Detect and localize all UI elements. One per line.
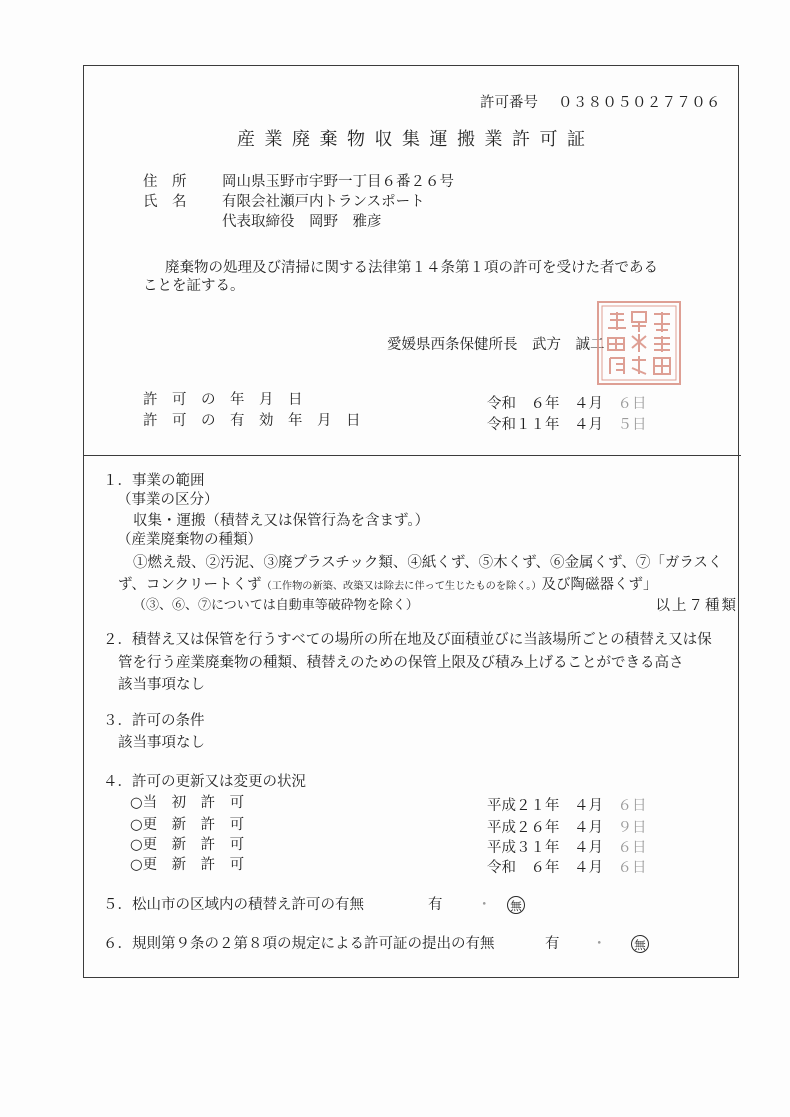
history-row-date <box>487 840 647 856</box>
waste-types-line-2-start: ず、コンクリートくず <box>118 577 262 593</box>
history-row-label: ○更 新 許 可 <box>130 817 245 833</box>
history-row-day: ６日 <box>617 860 647 876</box>
section1-heading: １．事業の範囲 <box>103 473 205 489</box>
selected-circle: 無 <box>507 896 525 914</box>
permit-date-year-month: 令和 ６年 ４月 <box>487 396 603 412</box>
waste-types-note: （③、⑥、⑦については自動車等破砕物を除く） <box>133 598 419 613</box>
history-row-label: ○更 新 許 可 <box>130 857 245 873</box>
selected-circle: 無 <box>631 935 649 953</box>
permit-number-label: 許可番号 <box>480 95 538 111</box>
official-seal-stamp <box>596 300 682 386</box>
section2-heading-line-1: ２．積替え又は保管を行うすべての場所の所在地及び面積並びに当該場所ごとの積替え又は保 <box>103 632 712 648</box>
section-divider <box>83 455 741 456</box>
business-category: 収集・運搬（積替え又は保管行為を含まず。） <box>133 513 430 529</box>
section6-heading: ６．規則第９条の２第８項の規定による許可証の提出の有無 <box>103 936 495 952</box>
waste-types-line-1: ①燃え殻、②汚泥、③廃プラスチック類、④紙くず、⑤木くず、⑥金属くず、⑦「ガラスく <box>133 555 723 571</box>
certification-line-1: 廃棄物の処理及び清掃に関する法律第１４条第１項の許可を受けた者である <box>165 260 658 276</box>
certification-line-2: ことを証する。 <box>143 278 245 294</box>
expiry-date-day: ５日 <box>617 417 647 433</box>
section6-option-no-selected <box>631 935 649 953</box>
history-row-year-month: 平成２１年 ４月 <box>487 798 603 814</box>
history-row-date <box>487 798 647 814</box>
address-label: 住 所 <box>143 174 187 190</box>
representative-name: 代表取締役 岡野 雅彦 <box>222 214 382 230</box>
history-row-day: ９日 <box>617 820 647 836</box>
history-row-label: ○当 初 許 可 <box>130 795 245 811</box>
waste-types-line-2-end: 及び陶磁器くず」 <box>541 577 658 593</box>
section6-option-yes: 有 <box>545 936 560 952</box>
section3-heading: ３．許可の条件 <box>103 713 205 729</box>
section5-heading: ５．松山市の区域内の積替え許可の有無 <box>103 897 364 913</box>
section5-separator: ・ <box>477 897 492 913</box>
section4-heading: ４．許可の更新又は変更の状況 <box>103 774 306 790</box>
waste-types-exclusion-note: （工作物の新築、改築又は除去に伴って生じたものを除く。） <box>261 581 542 592</box>
permit-number: ０３８０５０２７７０６ <box>558 95 721 111</box>
section2-heading-line-2: 管を行う産業廃棄物の種類、積替えのための保管上限及び積み上げることができる高さ <box>118 655 684 671</box>
document-title: 産業廃棄物収集運搬業許可証 <box>237 129 595 150</box>
waste-types-total: 以上７種類 <box>655 598 738 614</box>
history-row-label: ○更 新 許 可 <box>130 837 245 853</box>
expiry-date-year-month: 令和１１年 ４月 <box>487 417 603 433</box>
expiry-date <box>487 417 647 433</box>
history-row-year-month: 令和 ６年 ４月 <box>487 860 603 876</box>
permit-date-label: 許 可 の 年 月 日 <box>143 392 303 408</box>
section5-option-no-selected <box>507 896 525 914</box>
history-row-date <box>487 820 647 836</box>
permit-date <box>487 396 647 412</box>
history-row-day: ６日 <box>617 798 647 814</box>
section6-separator: ・ <box>592 936 607 952</box>
section3-value: 該当事項なし <box>118 735 205 751</box>
waste-types-line-2 <box>118 577 658 595</box>
name-label: 氏 名 <box>143 194 187 210</box>
history-row-day: ６日 <box>617 840 647 856</box>
expiry-date-label: 許 可 の 有 効 年 月 日 <box>143 413 361 429</box>
business-category-heading: （事業の区分） <box>117 492 219 508</box>
permit-date-day: ６日 <box>617 396 647 412</box>
history-row-year-month: 平成３１年 ４月 <box>487 840 603 856</box>
address-value: 岡山県玉野市宇野一丁目６番２６号 <box>222 174 454 190</box>
section5-option-yes: 有 <box>428 897 443 913</box>
history-row-year-month: 平成２６年 ４月 <box>487 820 603 836</box>
history-row-date <box>487 860 647 876</box>
issuer-name: 愛媛県西条保健所長 武方 誠二 <box>387 337 605 353</box>
section2-value: 該当事項なし <box>118 677 205 693</box>
waste-types-heading: （産業廃棄物の種類） <box>117 532 262 548</box>
company-name: 有限会社瀬戸内トランスポート <box>222 194 425 210</box>
